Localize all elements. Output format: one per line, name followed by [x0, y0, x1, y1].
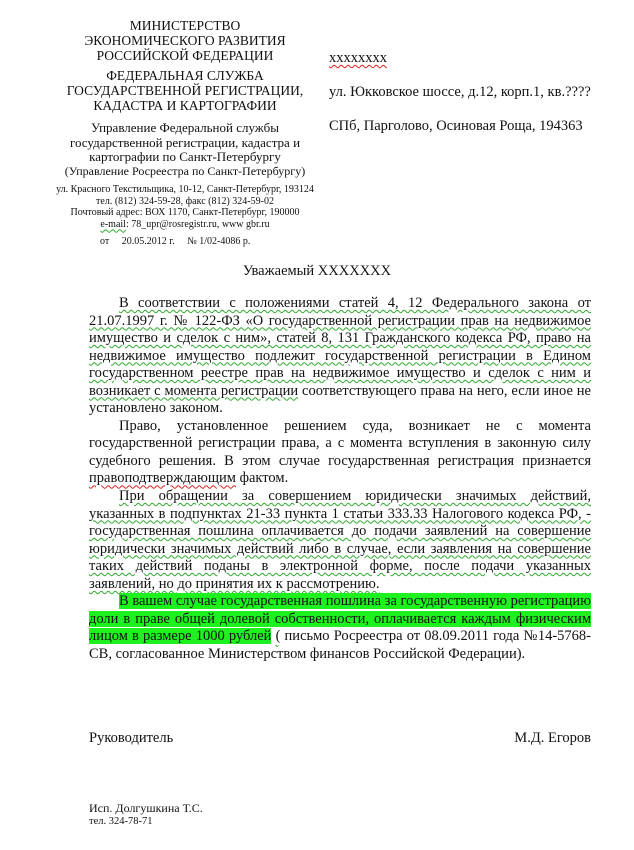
service-line: ФЕДЕРАЛЬНАЯ СЛУЖБА — [106, 68, 264, 83]
paragraph-1-tail: соответствующего права на него, если иное не установлено законом. — [89, 382, 591, 417]
date-prefix: от — [100, 236, 110, 247]
ministry-line: МИНИСТЕРСТВО — [129, 18, 241, 33]
service-line: ГОСУДАРСТВЕННОЙ РЕГИСТРАЦИИ, — [66, 83, 304, 98]
email-label: e-mail — [100, 218, 126, 230]
paragraph-4 — [89, 593, 591, 663]
paragraph-3 — [89, 488, 591, 593]
paragraph-2-end: фактом. — [235, 470, 289, 487]
paragraph-2-text: Право, установленное решением суда, возникает не с момента государственной регистрации права, а с момента вступления в законную силу судебного решения. В этом случае государственная регистрация признается — [89, 417, 591, 469]
office-short-name: (Управление Росреестра по Санкт-Петербургу) — [64, 163, 306, 178]
spelling-flagged-word: правоподтверждающим — [89, 470, 236, 487]
office-line: Управление Федеральной службы — [91, 120, 279, 135]
executor-name: Исп. Долгушкина Т.С. — [89, 801, 203, 815]
office-line: государственной регистрации, кадастра и — [69, 134, 301, 150]
recipient-address-line2: СПб, Парголово, Осиновая Роща, 194363 — [329, 118, 583, 134]
paragraph-1 — [89, 295, 591, 418]
service-name — [55, 68, 315, 113]
paragraph-1-text: В соответствии с положениями статей 4, 12 Федерального закона от 21.07.1997 г. № 122-ФЗ «О государственной регистрации прав на недвижимое имущество и сделок с ним», статей 8, 131 Гражданского кодекса РФ, право на недвижимое имущество подлежит государственной регистрации в Едином государственном реестре прав на недвижимое имущество и сделок с ним и возникает с момента регистрации — [89, 295, 591, 399]
document-number: № 1/02-4086 р. — [187, 236, 251, 247]
document-reference — [100, 236, 300, 247]
ministry-name — [55, 18, 315, 63]
sender-contacts — [55, 184, 315, 230]
paragraph-3-text: При обращении за совершением юридически значимых действий, указанных в подпунктах 21-33 пункта 1 статьи 333.33 Налогового кодекса РФ, - государственная пошлина оплачивается до подачи заявлений на совершение юридически значимых действий либо в случае, если заявления на совершение таких действий поданы в электронной форме, после подачи указанных заявлений, но до принятия их к рассмотрению. — [89, 488, 591, 592]
document-date: 20.05.2012 г. — [121, 236, 175, 247]
sender-address: ул. Красного Текстильщика, 10-12, Санкт-Петербург, 193124 — [56, 184, 314, 195]
executor-block — [89, 802, 203, 828]
recipient-name-text: xxxxxxxx — [329, 50, 387, 66]
ministry-line: РОССИЙСКОЙ ФЕДЕРАЦИИ — [96, 48, 274, 63]
recipient-address-line1: ул. Юкковское шоссе, д.12, корп.1, кв.???? — [329, 84, 591, 100]
salutation: Уважаемый XXXXXXX — [242, 263, 392, 279]
paragraph-4-rest: письмо Росреестра от 08.09.2011 года №14-5768-СВ, согласованное Министерством финансов Российской Федерации). — [89, 628, 591, 662]
paren-open: ( — [275, 628, 281, 645]
executor-phone: тел. 324-78-71 — [89, 816, 153, 827]
signer-title: Руководитель — [89, 730, 174, 746]
highlighted-text: В вашем случае государственная пошлина за государственную регистрацию доли в праве общей долевой собственности, оплачивается каждым физическим лицом в размере 1000 рублей — [89, 593, 591, 645]
sender-postal-address: Почтовый адрес: ВОХ 1170, Санкт-Петербург, 190000 — [70, 207, 300, 218]
sender-email — [55, 219, 315, 231]
letter-body — [89, 295, 591, 663]
ministry-line: ЭКОНОМИЧЕСКОГО РАЗВИТИЯ — [84, 33, 286, 48]
sender-phone-fax: тел. (812) 324-59-28, факс (812) 324-59-02 — [96, 195, 274, 207]
service-line: КАДАСТРА И КАРТОГРАФИИ — [93, 98, 277, 113]
office-name — [55, 121, 315, 177]
paragraph-2 — [89, 418, 591, 488]
email-value: : 78_upr@rosregistr.ru, www gbr.ru — [125, 218, 270, 230]
recipient-name — [329, 50, 387, 67]
office-line: картографии по Санкт-Петербургу — [89, 149, 281, 164]
signer-name: М.Д. Егоров — [514, 730, 591, 746]
